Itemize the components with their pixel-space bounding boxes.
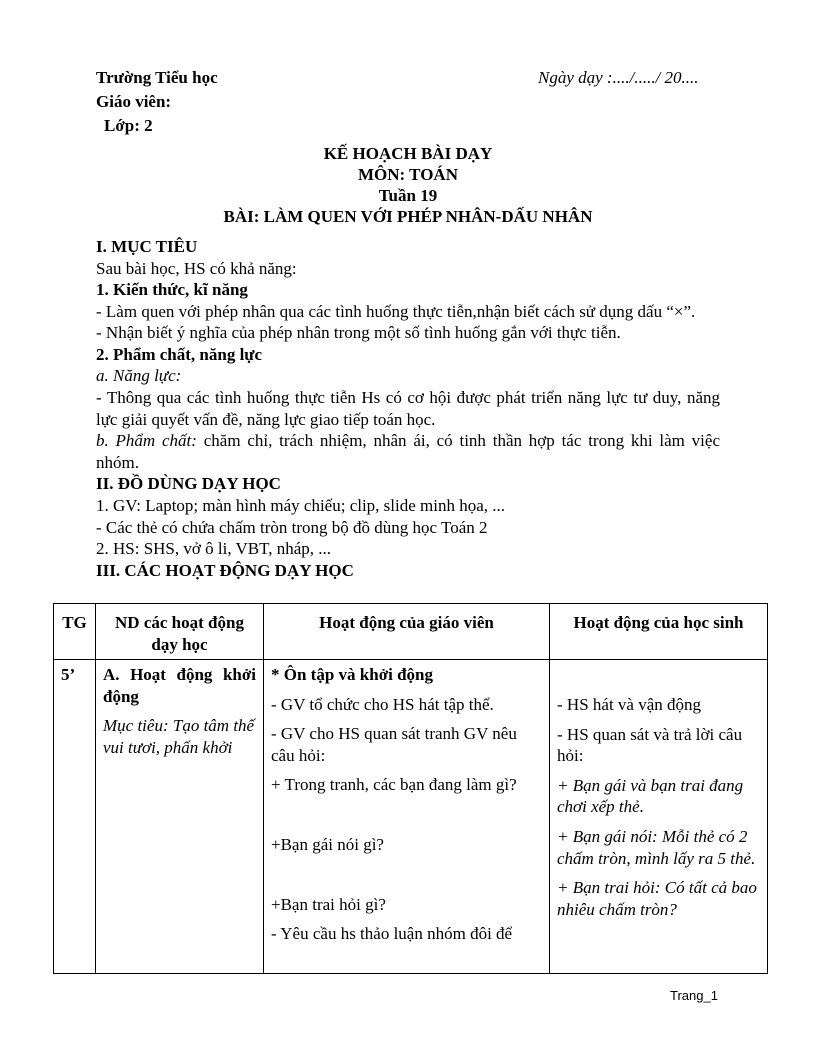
lesson-body xyxy=(96,236,720,581)
school-name: Trường Tiểu học xyxy=(96,68,218,87)
materials-line-1: 1. GV: Laptop; màn hình máy chiếu; clip, slide minh họa, ... xyxy=(96,495,506,515)
student-step: - HS quan sát và trả lời câu hỏi: xyxy=(557,724,743,766)
section2-heading: II. ĐỒ DÙNG DẠY HỌC xyxy=(96,474,281,494)
col-header-time: TG xyxy=(54,604,96,660)
materials-line-3: 2. HS: SHS, vở ô li, VBT, nháp, ... xyxy=(96,539,332,559)
teacher-step: * Ôn tập và khởi động xyxy=(271,665,433,685)
student-step: + Bạn gái nói: Mỗi thẻ có 2 chấm tròn, mình lấy ra 5 thẻ. xyxy=(557,827,756,868)
knowledge-heading: 1. Kiến thức, kĩ năng xyxy=(96,280,248,300)
page-number: Trang_1 xyxy=(670,988,718,1003)
lesson-title: BÀI: LÀM QUEN VỚI PHÉP NHÂN-DẤU NHÂN xyxy=(223,207,593,226)
activities-table xyxy=(53,603,768,974)
activity-goal: Mục tiêu: Tạo tâm thế vui tươi, phấn khởi xyxy=(103,716,255,757)
subject-title: MÔN: TOÁN xyxy=(358,165,458,184)
student-step: - HS hát và vận động xyxy=(557,695,702,715)
student-cell xyxy=(550,660,768,974)
knowledge-item-1: - Làm quen với phép nhân qua các tình huống thực tiễn,nhận biết cách sử dụng dấu “×”. xyxy=(96,301,696,321)
teacher-cell xyxy=(264,660,550,974)
teacher-step: - GV tổ chức cho HS hát tập thể. xyxy=(271,694,494,714)
title-block xyxy=(0,143,816,227)
col-header-content: ND các hoạt động dạy học xyxy=(96,604,264,660)
student-step: + Bạn trai hỏi: Có tất cả bao nhiêu chấm tròn? xyxy=(557,878,757,919)
class-label: Lớp: 2 xyxy=(104,116,153,135)
section1-intro: Sau bài học, HS có khả năng: xyxy=(96,258,297,278)
ability-label: a. Năng lực: xyxy=(96,366,182,386)
plan-title: KẾ HOẠCH BÀI DẠY xyxy=(323,144,493,163)
quality-text: chăm chỉ, trách nhiệm, nhân ái, có tinh thần hợp tác trong khi làm việc nhóm. xyxy=(96,431,720,472)
teacher-step: - Yêu cầu hs thảo luận nhóm đôi để xyxy=(271,924,513,944)
student-step: + Bạn gái và bạn trai đang chơi xếp thẻ. xyxy=(557,775,744,817)
activity-title: A. Hoạt động khởi động xyxy=(103,665,256,706)
materials-line-2: - Các thẻ có chứa chấm tròn trong bộ đồ dùng học Toán 2 xyxy=(96,517,488,537)
teacher-step: +Bạn gái nói gì? xyxy=(271,835,384,855)
time-cell: 5’ xyxy=(54,660,96,974)
knowledge-item-2: - Nhận biết ý nghĩa của phép nhân trong một số tình huống gắn với thực tiễn. xyxy=(96,323,621,343)
section1-heading: I. MỤC TIÊU xyxy=(96,237,198,256)
table-row xyxy=(54,660,768,974)
section3-heading: III. CÁC HOẠT ĐỘNG DẠY HỌC xyxy=(96,560,354,580)
ability-text: - Thông qua các tình huống thực tiễn Hs có cơ hội được phát triển năng lực tư duy, năng lực giải quyết vấn đề, năng lực giao tiếp toán học. xyxy=(96,388,720,429)
teacher-step: +Bạn trai hỏi gì? xyxy=(271,894,386,914)
teacher-step: + Trong tranh, các bạn đang làm gì? xyxy=(271,775,517,795)
col-header-teacher: Hoạt động của giáo viên xyxy=(264,604,550,660)
col-header-student: Hoạt động của học sinh xyxy=(550,604,768,660)
week-title: Tuần 19 xyxy=(378,186,438,205)
quality-label: b. Phẩm chất: xyxy=(96,431,197,451)
teacher-label: Giáo viên: xyxy=(96,92,172,111)
teaching-date: Ngày dạy :..../...../ 20.... xyxy=(538,68,699,87)
teacher-step: - GV cho HS quan sát tranh GV nêu câu hỏi: xyxy=(271,724,517,765)
competency-heading: 2. Phẩm chất, năng lực xyxy=(96,344,263,364)
table-header-row xyxy=(54,604,768,660)
header-left xyxy=(96,67,218,139)
activity-cell xyxy=(96,660,264,974)
quality-paragraph xyxy=(96,430,720,473)
